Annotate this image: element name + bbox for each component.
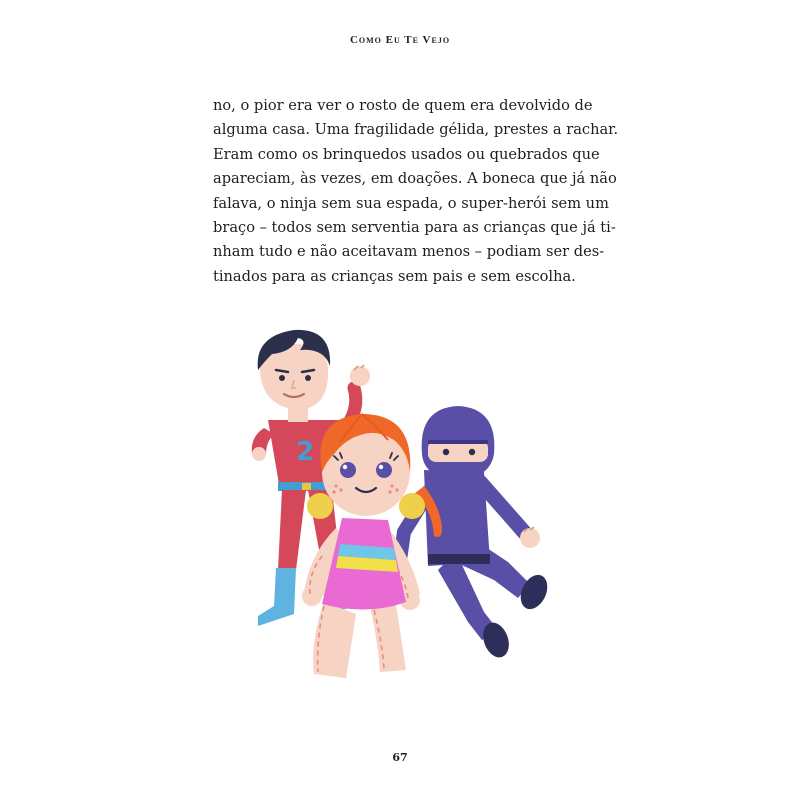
- text-line: tinados para as crianças sem pais e sem escolha.: [213, 267, 576, 285]
- ragdoll-toy: [302, 414, 442, 678]
- text-line: falava, o ninja sem sua espada, o super-herói sem um: [213, 194, 609, 212]
- ninja-toy: [394, 406, 552, 661]
- body-paragraph: [213, 94, 619, 289]
- toys-illustration: [228, 322, 572, 692]
- text-line: braço – todos sem serventia para as crianças que já ti-: [213, 219, 616, 237]
- text-line: nham tudo e não aceitavam menos – podiam ser des-: [213, 243, 605, 261]
- running-header: Como Eu Te Vejo: [349, 34, 451, 46]
- hero-emblem: 2: [296, 437, 315, 467]
- text-line: alguma casa. Uma fragilidade gélida, prestes a rachar.: [213, 121, 619, 139]
- text-line: Eram como os brinquedos usados ou quebrados que: [213, 145, 600, 163]
- page-number: 67: [392, 751, 408, 764]
- text-line: no, o pior era ver o rosto de quem era devolvido de: [213, 97, 593, 114]
- text-line: apareciam, às vezes, em doações. A boneca que já não: [213, 170, 617, 188]
